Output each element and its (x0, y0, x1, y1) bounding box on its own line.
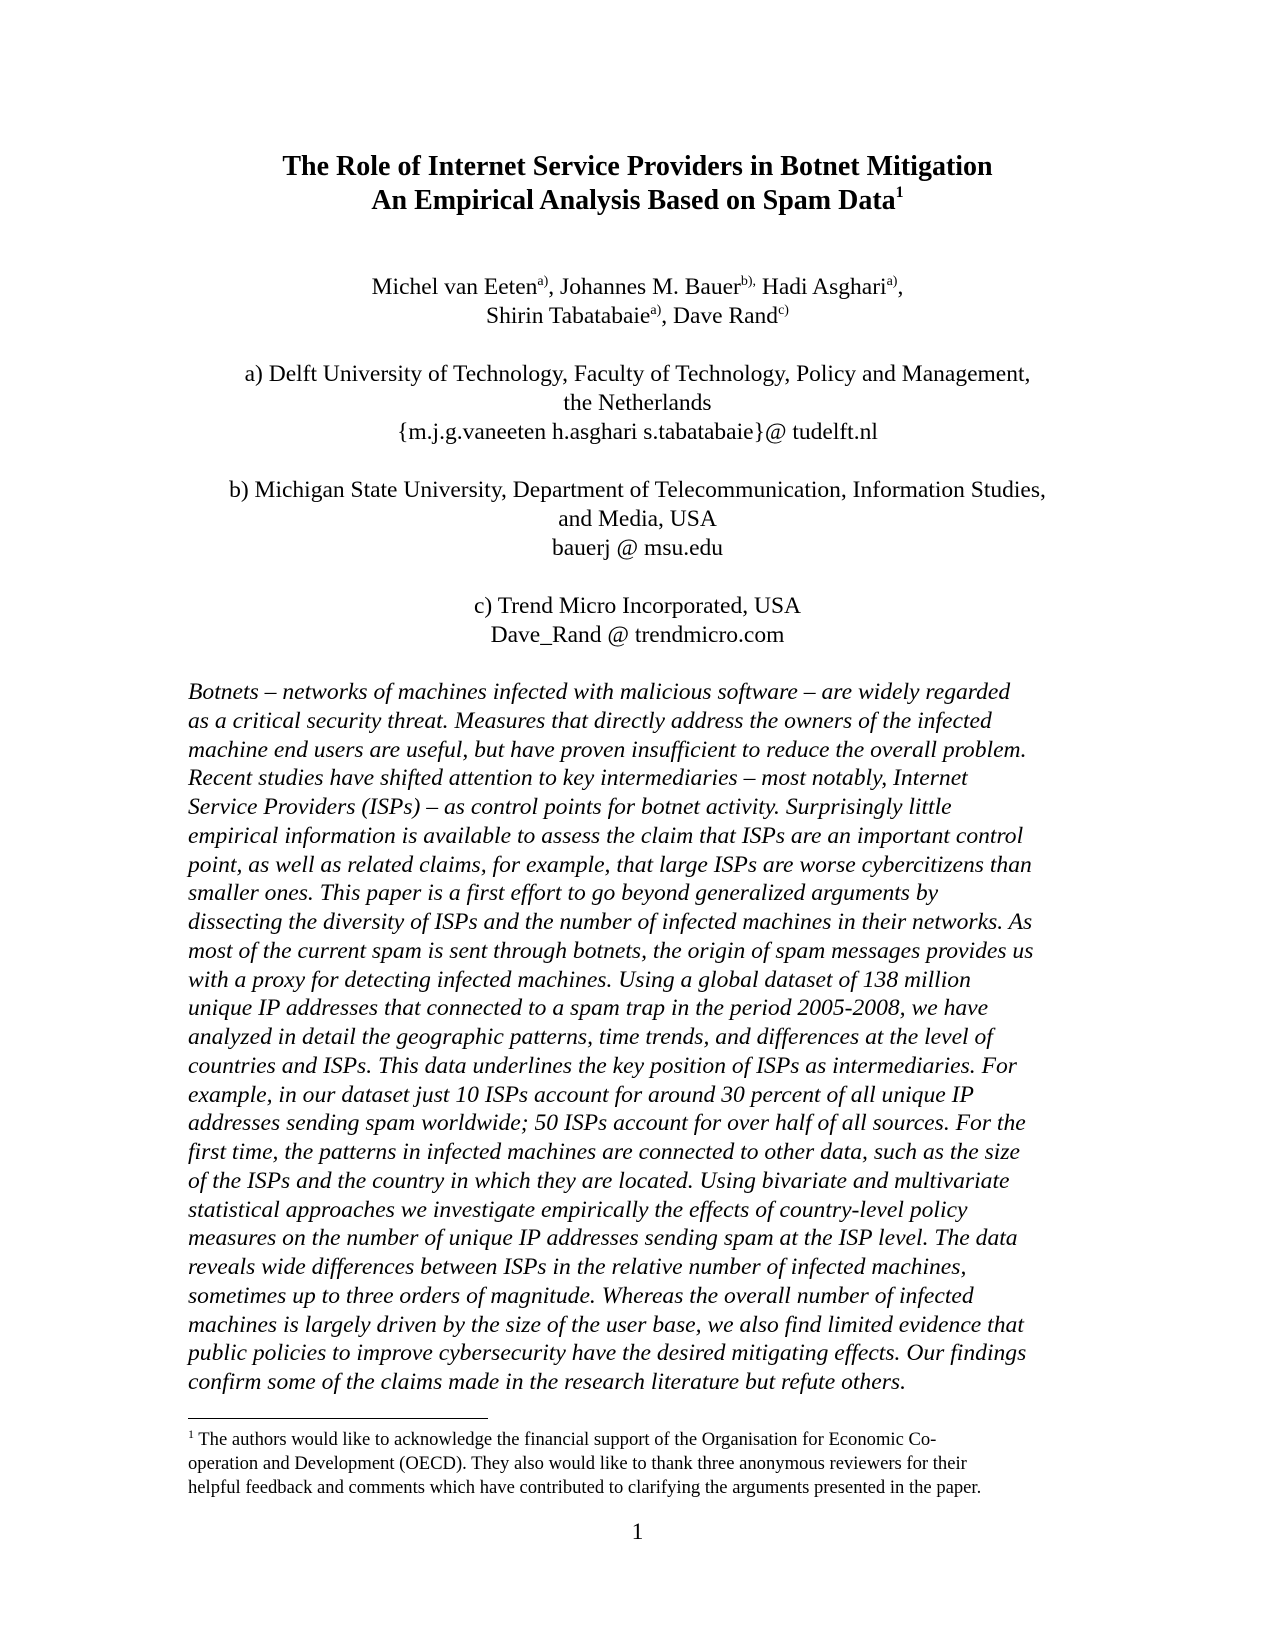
abstract-line: Recent studies have shifted attention to key intermediaries – most notably, Internet (188, 765, 968, 792)
author-name: Michel van Eeten (371, 274, 538, 300)
author-separator: , (661, 303, 673, 329)
abstract-line: machines is largely driven by the size of the user base, we also find limited evidence that (188, 1311, 1024, 1338)
abstract-line: most of the current spam is sent through botnets, the origin of spam messages provides us (188, 937, 1034, 964)
affiliation-c-email: Dave_Rand @ trendmicro.com (490, 622, 785, 648)
affiliation-a-line-1: a) Delft University of Technology, Faculty of Technology, Policy and Management, (244, 361, 1031, 387)
footnote (188, 1428, 1088, 1500)
footnote-line (188, 1428, 1088, 1452)
affiliation-b (0, 476, 1275, 563)
abstract-line: first time, the patterns in infected machines are connected to other data, such as the size (188, 1139, 1020, 1165)
paper-title (0, 150, 1275, 218)
abstract-line: empirical information is available to assess the claim that ISPs are an important control (188, 822, 1024, 849)
page-number: 1 (631, 1519, 644, 1545)
abstract-line: public policies to improve cybersecurity have the desired mitigating effects. Our findings (188, 1340, 1027, 1367)
abstract (188, 678, 1088, 1397)
affiliation-a-line-2: the Netherlands (563, 390, 712, 416)
affiliation-b-email: bauerj @ msu.edu (551, 535, 724, 561)
abstract-line: confirm some of the claims made in the research literature but refute others. (188, 1369, 906, 1395)
footnote-text: The authors would like to acknowledge the financial support of the Organisation for Economic Co- (194, 1429, 937, 1450)
abstract-line: countries and ISPs. This data underlines the key position of ISPs as intermediaries. For (188, 1052, 1017, 1079)
author-line-1 (0, 273, 1275, 302)
author-separator: , (897, 274, 904, 300)
abstract-line: addresses sending spam worldwide; 50 ISPs account for over half of all sources. For the (188, 1110, 1026, 1137)
affiliation-a (0, 360, 1275, 447)
author-affiliation-marker: c) (778, 303, 789, 318)
author-affiliation-marker: a) (537, 274, 549, 289)
footnote-line: operation and Development (OECD). They also would like to thank three anonymous reviewers for their (188, 1453, 967, 1474)
author-affiliation-marker: b), (740, 274, 757, 289)
abstract-line: Botnets – networks of machines infected with malicious software – are widely regarded (188, 679, 1011, 705)
title-line-1: The Role of Internet Service Providers in Botnet Mitigation (282, 151, 993, 182)
abstract-line: Service Providers (ISPs) – as control points for botnet activity. Surprisingly little (188, 794, 952, 820)
abstract-line: unique IP addresses that connected to a spam trap in the period 2005-2008, we have (188, 995, 989, 1022)
title-line-2 (0, 184, 1275, 218)
affiliation-c (0, 592, 1275, 650)
author-name: Johannes M. Bauer (560, 274, 741, 300)
footnote-marker: 1 (188, 1427, 194, 1441)
abstract-line: statistical approaches we investigate empirically the effects of country-level policy (188, 1196, 968, 1223)
abstract-line: analyzed in detail the geographic patterns, time trends, and differences at the level of (188, 1024, 993, 1050)
abstract-line: machine end users are useful, but have proven insufficient to reduce the overall problem. (188, 736, 1027, 763)
title-line-2-text: An Empirical Analysis Based on Spam Data (371, 185, 896, 216)
abstract-line: example, in our dataset just 10 ISPs account for around 30 percent of all unique IP (188, 1081, 974, 1108)
abstract-line: measures on the number of unique IP addresses sending spam at the ISP level. The data (188, 1225, 1018, 1252)
author-affiliation-marker: a) (650, 303, 662, 318)
abstract-line: smaller ones. This paper is a first effort to go beyond generalized arguments by (188, 880, 939, 907)
abstract-line: reveals wide differences between ISPs in the relative number of infected machines, (188, 1254, 967, 1280)
author-name: Shirin Tabatabaie (486, 303, 651, 329)
affiliation-b-line-2: and Media, USA (558, 506, 717, 532)
author-name: Hadi Asghari (761, 274, 887, 300)
abstract-line: with a proxy for detecting infected machines. Using a global dataset of 138 million (188, 966, 971, 993)
abstract-line: as a critical security threat. Measures that directly address the owners of the infected (188, 707, 992, 734)
footnote-line: helpful feedback and comments which have contributed to clarifying the arguments presented in the paper. (188, 1477, 982, 1498)
author-affiliation-marker: a) (886, 274, 898, 289)
affiliation-c-line-1: c) Trend Micro Incorporated, USA (474, 593, 801, 619)
author-separator: , (548, 274, 561, 300)
footnote-divider (188, 1418, 488, 1419)
abstract-line: point, as well as related claims, for example, that large ISPs are worse cybercitizens than (188, 851, 1032, 878)
abstract-line: of the ISPs and the country in which they are located. Using bivariate and multivariate (188, 1167, 1010, 1194)
abstract-line: sometimes up to three orders of magnitude. Whereas the overall number of infected (188, 1282, 974, 1309)
abstract-line: dissecting the diversity of ISPs and the number of infected machines in their networks. As (188, 909, 1033, 935)
author-line-2 (0, 302, 1275, 331)
author-list (0, 273, 1275, 331)
title-footnote-marker: 1 (895, 184, 904, 201)
affiliation-a-email: {m.j.g.vaneeten h.asghari s.tabatabaie}@ tudelft.nl (397, 419, 878, 445)
author-name: Dave Rand (673, 303, 779, 329)
affiliation-b-line-1: b) Michigan State University, Department of Telecommunication, Information Studies, (229, 477, 1046, 503)
